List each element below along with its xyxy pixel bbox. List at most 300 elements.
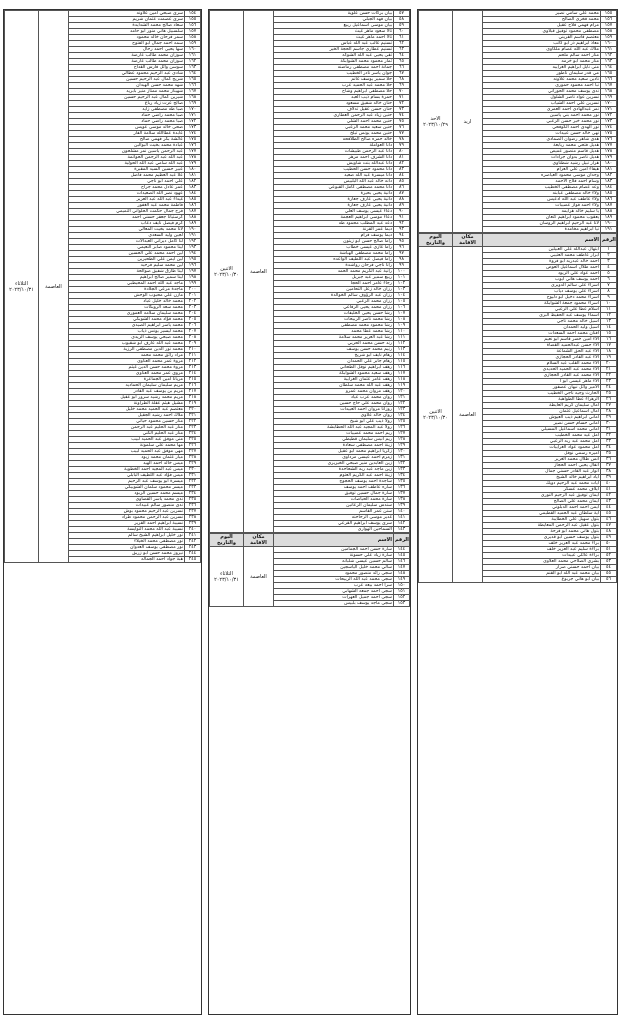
name-cell: اسراء محمد دخيل ابو دليوح: [483, 295, 601, 301]
header-day-date: اليوم والتاريخ: [210, 534, 244, 547]
number-cell: ٢١٣: [185, 365, 201, 371]
number-cell: ١٨٠: [185, 167, 201, 173]
name-cell: مراد رائق محمد محمد: [69, 353, 185, 359]
number-cell: ٢٠٦: [185, 323, 201, 329]
name-cell: منار محمد ابو خرمه: [483, 59, 601, 65]
name-cell: بيان بركات حسن علوية: [274, 11, 394, 17]
number-cell: ٩٤: [394, 233, 410, 239]
number-cell: ١٦٥: [185, 77, 201, 83]
number-cell: ٨٢: [394, 161, 410, 167]
number-cell: ٥٢: [601, 553, 617, 559]
name-cell: لجين وليد السعدي: [69, 233, 185, 239]
header-name: الاسم: [274, 534, 394, 547]
name-cell: سوسن وائل فارس القداح: [69, 65, 185, 71]
number-cell: ١٧١: [601, 107, 617, 113]
header-residence: مكان الاقامة: [453, 234, 483, 247]
number-cell: ٦: [601, 277, 617, 283]
number-cell: ١٨: [601, 349, 617, 355]
number-cell: ٩٧: [394, 251, 410, 257]
name-cell: معتصم عبد الحميد محمد خليل: [69, 407, 185, 413]
name-cell: دانا محمد مصطفى كامل القبوعي: [274, 185, 394, 191]
name-cell: لانا عبد الرحيم ابراهيم الروسان: [483, 221, 601, 227]
name-cell: مي قدر سليمان ناطور: [483, 71, 601, 77]
name-cell: رهف مروان محمد عمرو: [274, 389, 394, 395]
number-cell: ١٣٥: [394, 479, 410, 485]
number-cell: ٤٠: [601, 481, 617, 487]
name-cell: اياد ابراهيم خالد الشيخ: [483, 475, 601, 481]
number-cell: ٦٤: [394, 53, 410, 59]
name-cell: ندى منصور سالم عبيدات: [69, 503, 185, 509]
name-cell: زين العابدين منير صبحي الخيزيري: [274, 461, 394, 467]
number-cell: ٤١: [601, 487, 617, 493]
name-cell: رشا حسن يحيى الخليفات: [274, 311, 394, 317]
name-cell: احمد خالد عبدربه ابو فروة: [483, 259, 601, 265]
name-cell: شريح كمال عبد الرحيم حسين: [69, 77, 185, 83]
name-cell: سمر فرحان خالد محمود: [69, 35, 185, 41]
number-cell: ٥: [601, 271, 617, 277]
name-cell: امل محمد عبد ربه الزعبي: [483, 439, 601, 445]
name-cell: محمد خالد خليل عباد: [69, 299, 185, 305]
number-cell: ٦٠: [394, 29, 410, 35]
name-cell: الزهراء عطا الطواهبة: [483, 397, 601, 403]
name-cell: بيان احمد حسني صرار: [483, 565, 601, 571]
number-cell: ١٨٥: [185, 197, 201, 203]
number-cell: ١٧٠: [185, 107, 201, 113]
number-cell: ٢١٥: [185, 377, 201, 383]
name-cell: هيفاء امين علي العزام: [483, 167, 601, 173]
day-label: الثلاثاء: [15, 280, 28, 287]
number-cell: ٣٥: [601, 451, 617, 457]
name-cell: نور الهدى احمد الكوفحي: [483, 125, 601, 131]
name-cell: هديل قاسم منصور عميص: [483, 149, 601, 155]
name-cell: ايلاف محمد عسكر: [483, 487, 601, 493]
number-cell: ٢١٢: [185, 359, 201, 365]
number-cell: ٤٩: [601, 535, 617, 541]
number-cell: ٢: [601, 253, 617, 259]
number-cell: ١٦٦: [601, 77, 617, 83]
name-cell: رجاء عامر احمد الحجا: [274, 281, 394, 287]
name-cell: حمزة بسام ذيب العبد: [274, 95, 394, 101]
header-day-date: اليوم والتاريخ: [419, 234, 453, 247]
number-cell: ١١٥: [394, 359, 410, 365]
col1-bottom-body: [419, 234, 617, 583]
number-cell: ١٤٤: [394, 547, 410, 553]
number-cell: ٧٩: [394, 143, 410, 149]
name-cell: محمد سليمان سلامه العموري: [69, 311, 185, 317]
name-cell: رزان محمد الزعبي: [274, 299, 394, 305]
name-cell: ريم انيس سليمان قطيطي: [274, 437, 394, 443]
number-cell: ١٤٨: [394, 571, 410, 577]
name-cell: رشا محمد عطا محمد: [274, 329, 394, 335]
name-cell: هبة جواد احمد الجماله: [69, 557, 185, 563]
number-cell: ١٠٣: [394, 287, 410, 293]
name-cell: بيان محمد عبد الله ابو القنم: [483, 571, 601, 577]
name-cell: ساره عاطف احمد يوسف: [274, 485, 394, 491]
name-cell: رهف عبد الله محمد سلطان: [274, 383, 394, 389]
number-cell: ١٣٤: [394, 473, 410, 479]
table-col1-bottom: [418, 233, 617, 583]
name-cell: راما غازي عيسى خطاب: [274, 245, 394, 251]
number-cell: ١٩٧: [185, 269, 201, 275]
day-label: الاحد: [430, 115, 441, 122]
number-cell: ٣٨: [601, 469, 617, 475]
name-cell: صبا محمد راضي حماد: [69, 113, 185, 119]
number-cell: ١٧٧: [601, 143, 617, 149]
number-cell: ١٣٣: [394, 467, 410, 473]
name-cell: صبا محمد راضي حماد: [69, 119, 185, 125]
name-cell: سرى صبحي امين علاونه: [69, 11, 185, 17]
name-cell: سها يحيى احمد رحال: [69, 47, 185, 53]
name-cell: اسراء محمود جمعة الشوابكة: [483, 301, 601, 307]
name-cell: ايات محمد عبد الرحيم دويك: [483, 481, 601, 487]
name-cell: ايمان محمد علي الصالح: [483, 499, 601, 505]
name-cell: ندى يوسف محمد الحوراني: [483, 89, 601, 95]
number-cell: ٢١: [601, 367, 617, 373]
number-cell: ٢٤: [601, 385, 617, 391]
number-cell: ٣٤: [601, 445, 617, 451]
name-cell: بيان فهد الجبلي: [274, 17, 394, 23]
name-cell: منار عبد الحليم الكني: [69, 431, 185, 437]
number-cell: ٢٠٣: [185, 305, 201, 311]
name-cell: ولاء خالد مصطفى عبابنه: [483, 191, 601, 197]
number-cell: ١٩٨: [185, 275, 201, 281]
residence-cell: العاصمة: [453, 247, 483, 583]
day-label: الثلاثاء: [220, 570, 233, 577]
name-cell: دانية يحيى عارف جعارة: [274, 203, 394, 209]
number-cell: ٥٩: [394, 23, 410, 29]
name-cell: رانية عبد الكريم محمد الحمد: [274, 269, 394, 275]
name-cell: ميار عثمان محمد زبود: [69, 455, 185, 461]
name-cell: ولاء عاطف عبد الله ادعيس: [483, 197, 601, 203]
name-cell: منار حسين محمود حياتي: [69, 419, 185, 425]
number-cell: ٩: [601, 295, 617, 301]
name-cell: دانية يحيى بحيرة: [274, 191, 394, 197]
name-cell: نور مصطفى يوسف العدوان: [69, 545, 185, 551]
name-cell: كرستيانا جعفر حسني احمد: [69, 215, 185, 221]
number-cell: ٢٤١: [185, 533, 201, 539]
number-cell: ٢٤٥: [185, 557, 201, 563]
name-cell: عائشة بكر فهمي صالح: [69, 137, 185, 143]
table-col3: [4, 10, 201, 563]
name-cell: هدى شاهر رضوان الصمادي: [483, 137, 601, 143]
name-cell: فرح جمال حكمت الحلواني التميمي: [69, 209, 185, 215]
number-cell: ١٧٣: [601, 119, 617, 125]
number-cell: ١٥٩: [601, 35, 617, 41]
name-cell: لانا محمد بخيت المعالي: [69, 227, 185, 233]
name-cell: صالح عزت زياد رباع: [69, 101, 185, 107]
number-cell: ٢٠٥: [185, 317, 201, 323]
name-cell: منار احمد سالم ملحم: [483, 53, 601, 59]
table-col2-bottom: [209, 533, 410, 607]
number-cell: ٦٢: [394, 41, 410, 47]
number-cell: ١٧٤: [185, 131, 201, 137]
number-cell: ١٢٠: [394, 389, 410, 395]
name-cell: رشا محمد ناصر الربيحات: [274, 317, 394, 323]
name-cell: اماني محمد اسماعيل المسيلي: [483, 427, 601, 433]
number-cell: ١٧٧: [185, 149, 201, 155]
number-cell: ١٨٧: [185, 209, 201, 215]
number-cell: ٢١٨: [185, 395, 201, 401]
number-cell: ١٤: [601, 325, 617, 331]
number-cell: ١٣: [601, 319, 617, 325]
name-cell: سجى احمد جمعه الشهابي: [274, 589, 394, 595]
number-cell: ١٧٢: [185, 119, 201, 125]
number-cell: ٨٠: [394, 149, 410, 155]
name-cell: نادين سعيد محمد علاونه: [483, 77, 601, 83]
number-cell: ١٧٦: [601, 137, 617, 143]
name-cell: محمد سعد الروبكات: [69, 305, 185, 311]
day-date-cell: [210, 11, 244, 533]
number-cell: ١٧٤: [601, 125, 617, 131]
name-cell: نيا ابراهيم مخامدة: [483, 227, 601, 233]
name-cell: سوزان محمد طالب عارضة: [69, 53, 185, 59]
table-col2-top: [209, 10, 410, 533]
residence-cell: اربد: [453, 11, 483, 233]
number-cell: ٢٢٤: [185, 431, 201, 437]
number-cell: ١٥٥: [601, 11, 617, 17]
name-cell: ماجدة مرعي الجلادة: [69, 287, 185, 293]
number-cell: ٥٣: [601, 559, 617, 565]
name-cell: علي احمد ابو ناجي: [69, 179, 185, 185]
name-cell: راما فيصل عبد اللطيف الواعده: [274, 257, 394, 263]
number-cell: ٤٢: [601, 493, 617, 499]
number-cell: ١٩: [601, 355, 617, 361]
number-cell: ١٠: [601, 301, 617, 307]
date-label: ٢٠٢٣/١٠/٢٩: [423, 121, 448, 128]
number-cell: ٢٤٣: [185, 545, 201, 551]
day-date-cell: [210, 547, 244, 607]
name-cell: عبد الله سامي عبد الله الحولية: [69, 161, 185, 167]
name-cell: اسلام عطا علي الزعبي: [483, 307, 601, 313]
name-cell: انس طلال محمد الغرير: [483, 457, 601, 463]
name-cell: عبادة محمد بخيت البوالين: [69, 143, 185, 149]
number-cell: ٧٣: [394, 107, 410, 113]
number-cell: ١٣٢: [394, 461, 410, 467]
number-cell: ١٢٨: [394, 437, 410, 443]
number-cell: ٨٦: [394, 185, 410, 191]
number-cell: ١٧٥: [185, 137, 201, 143]
name-cell: لينا سمير صالح ابراهيم: [69, 275, 185, 281]
name-cell: رهف ابراهيم نوفل الطحاني: [274, 365, 394, 371]
number-cell: ٣٣: [601, 439, 617, 445]
number-cell: ٥٨: [394, 17, 410, 23]
number-cell: ٢٣٦: [185, 503, 201, 509]
number-cell: ٤٦: [601, 517, 617, 523]
number-cell: ١١٣: [394, 347, 410, 353]
number-cell: ١٦٨: [185, 95, 201, 101]
number-cell: ١٠١: [394, 275, 410, 281]
number-cell: ١٠٦: [394, 305, 410, 311]
number-cell: ١٣٠: [394, 449, 410, 455]
number-cell: ٢٠٨: [185, 335, 201, 341]
number-cell: ٧٠: [394, 89, 410, 95]
name-cell: مريم بن يوسف عبد القادر: [69, 389, 185, 395]
name-cell: سارة زياد علي حسونة: [274, 553, 394, 559]
number-cell: ١٤٠: [394, 509, 410, 515]
number-cell: ١٥٣: [394, 601, 410, 607]
name-cell: مريم سليمان سليمان الحماديد: [69, 383, 185, 389]
name-cell: تسنيم عطاري جاسم الحجة الخير: [274, 47, 394, 53]
number-cell: ٣٦: [601, 457, 617, 463]
name-cell: نيروز محمد حسن ابو زريق: [69, 551, 185, 557]
number-cell: ٦١: [394, 35, 410, 41]
number-cell: ١٧٢: [601, 113, 617, 119]
name-cell: دانه خالد عبد الله البلبيس: [274, 179, 394, 185]
name-cell: نور محمد احمد بني ياسين: [483, 113, 601, 119]
name-cell: اماني حسام حسن نصير: [483, 421, 601, 427]
number-cell: ١٩٣: [185, 245, 201, 251]
number-cell: ٢٣٩: [185, 521, 201, 527]
number-cell: ٢٠٠: [185, 287, 201, 293]
name-cell: رزان خالد زعل التحامين: [274, 287, 394, 293]
name-cell: ديما عمر القرنة: [274, 227, 394, 233]
number-cell: ٢٢٥: [185, 437, 201, 443]
number-cell: ١٧٨: [185, 155, 201, 161]
name-cell: زكريا ابراهيم محمد ابو عقيل: [274, 449, 394, 455]
name-cell: الامير وائل نبهان عصفور: [483, 385, 601, 391]
number-cell: ١٦٤: [601, 65, 617, 71]
number-cell: ٢١٩: [185, 401, 201, 407]
name-cell: سرى يوسف ابراهيم القرعي: [274, 521, 394, 527]
number-cell: ١٢٣: [394, 407, 410, 413]
name-cell: تالا احمد ماهر غيث: [274, 35, 394, 41]
name-cell: وسام احمد فلاح الاحمد: [483, 179, 601, 185]
number-cell: ١٦٣: [185, 65, 201, 71]
name-cell: سالم حسين عيسى شلبانه: [274, 559, 394, 565]
number-cell: ١٨٣: [601, 179, 617, 185]
name-cell: عبير حسين السيد المقبرة: [69, 167, 185, 173]
name-cell: دعد عبد المطلب محمود طه: [274, 221, 394, 227]
name-cell: منى موفق عبد الحميد لبيب: [69, 437, 185, 443]
name-cell: امل عيد محمد الخطيب: [483, 433, 601, 439]
number-cell: ١٦١: [185, 53, 201, 59]
name-cell: ايمان توفيق عبد الرحيم النوري: [483, 493, 601, 499]
number-cell: ٤٧: [601, 523, 617, 529]
name-cell: مهى موفق عبد الحميد لبيب: [69, 449, 185, 455]
number-cell: ٢٠١: [185, 293, 201, 299]
number-cell: ٢٤٢: [185, 539, 201, 545]
name-cell: رشا محمود محمد مصطفى: [274, 323, 394, 329]
name-cell: احمد عواد علي الزيود: [483, 271, 601, 277]
number-cell: ١: [601, 247, 617, 253]
number-cell: ٨٨: [394, 197, 410, 203]
number-cell: ١٠٩: [394, 323, 410, 329]
number-cell: ٢٣: [601, 379, 617, 385]
residence-cell: العاصمة: [39, 11, 69, 563]
name-cell: ولاء احمد فواز عضيبات: [483, 203, 601, 209]
number-cell: ١٧٠: [601, 101, 617, 107]
name-cell: رولا ذيب علي ابو شيخ: [274, 419, 394, 425]
name-cell: امال اسماعيل عثمان: [483, 409, 601, 415]
number-cell: ١٨٦: [185, 203, 201, 209]
number-cell: ٢٢٩: [185, 461, 201, 467]
name-cell: سرى عصمت عثمان شريم: [69, 17, 185, 23]
number-cell: ٢٢٠: [185, 407, 201, 413]
name-cell: نسرين عبد الرحيم محمود بوش: [69, 509, 185, 515]
name-cell: مصطفى محمود توفيق قبلاوي: [483, 29, 601, 35]
number-cell: ٩٩: [394, 263, 410, 269]
number-cell: ١٩٠: [601, 221, 617, 227]
number-cell: ١٢٥: [394, 419, 410, 425]
name-cell: تالا سعود ماهر غيث: [274, 29, 394, 35]
number-cell: ٢٣٨: [185, 515, 201, 521]
number-cell: ١٦٩: [601, 95, 617, 101]
number-cell: ١٦١: [601, 47, 617, 53]
number-cell: ١٠٥: [394, 299, 410, 305]
number-cell: ٧٧: [394, 131, 410, 137]
header-row: [210, 534, 410, 547]
column-1: [417, 9, 618, 1015]
name-cell: راما صالح حسن ابو زيتون: [274, 239, 394, 245]
number-cell: ١٠٧: [394, 311, 410, 317]
number-cell: ٢٠٤: [185, 311, 201, 317]
number-cell: ٨٩: [394, 203, 410, 209]
name-cell: منى نايل ابراهيم الغرايبه: [483, 65, 601, 71]
number-cell: ١٨٦: [601, 197, 617, 203]
name-cell: وعد عصام مصطفى الخطيب: [483, 185, 601, 191]
name-cell: لينا محمود صابر النعيمي: [69, 245, 185, 251]
name-cell: ثمار محمود محمد الشوابكة: [274, 59, 394, 65]
number-cell: ١٥٦: [185, 23, 201, 29]
name-cell: عبد الرحمن ياسين نمر مشلحون: [69, 149, 185, 155]
number-cell: ١٧١: [185, 113, 201, 119]
name-cell: اسيل خالد محمد ناجي: [483, 319, 601, 325]
name-cell: زين ماجد عبد ربه الشحاحدة: [274, 467, 394, 473]
name-cell: فاطمة محمد عبد الغفور: [69, 203, 185, 209]
number-cell: ١٨٨: [601, 209, 617, 215]
number-cell: ١٨٤: [601, 185, 617, 191]
name-cell: ميس فؤاد عبد اللطيف البابلي: [69, 473, 185, 479]
name-cell: سجى رائد منصور محمود: [274, 571, 394, 577]
number-cell: ٢٣٥: [185, 497, 201, 503]
name-cell: بيان ابو هاني جربوع: [483, 577, 601, 583]
number-cell: ٢٢٧: [185, 449, 201, 455]
header-number: الرقم: [601, 234, 617, 247]
name-cell: هزار نبيل رشيد شطناوي: [483, 161, 601, 167]
name-cell: حنان حسن عقيل تدلاف: [274, 107, 394, 113]
name-cell: السماحين الهواري: [274, 527, 394, 533]
number-cell: ٢١٧: [185, 389, 201, 395]
name-cell: روزانا مروان احمد العبيدات: [274, 407, 394, 413]
number-cell: ٩٥: [394, 239, 410, 245]
number-cell: ٣٩: [601, 475, 617, 481]
number-cell: ١٢٦: [394, 425, 410, 431]
number-cell: ٧: [601, 283, 617, 289]
number-cell: ٧٥: [394, 119, 410, 125]
name-cell: خالد حمزه صالح الطلافحه: [274, 137, 394, 143]
number-cell: ١١: [601, 307, 617, 313]
residence-cell: العاصمة: [244, 11, 274, 533]
name-cell: نهى خالد حسن عبيدات: [483, 131, 601, 137]
number-cell: ١٤٢: [394, 521, 410, 527]
number-cell: ١٤٦: [394, 559, 410, 565]
name-cell: محمد فخري الصالح: [483, 17, 601, 23]
number-cell: ٢٣٢: [185, 479, 201, 485]
day-label: الاثنين: [220, 265, 233, 272]
name-cell: الاء محمد عبد القادر الحجازي: [483, 373, 601, 379]
number-cell: ٥٠: [601, 541, 617, 547]
name-cell: محمد ياسر ابراهيم الصيدي: [69, 323, 185, 329]
name-cell: سالي محمد خليل الياسجين: [274, 565, 394, 571]
name-cell: انفال يحيى احمد الحجاز: [483, 463, 601, 469]
name-cell: ديما يوسف فرام: [274, 233, 394, 239]
number-cell: ١٦٣: [601, 59, 617, 65]
number-cell: ٤٤: [601, 505, 617, 511]
number-cell: ١٧٥: [601, 131, 617, 137]
number-cell: ٥٦: [601, 577, 617, 583]
name-cell: زينة احمد مصطفى سعادة: [274, 443, 394, 449]
name-cell: ميسم محمد حسين الزبود: [69, 491, 185, 497]
